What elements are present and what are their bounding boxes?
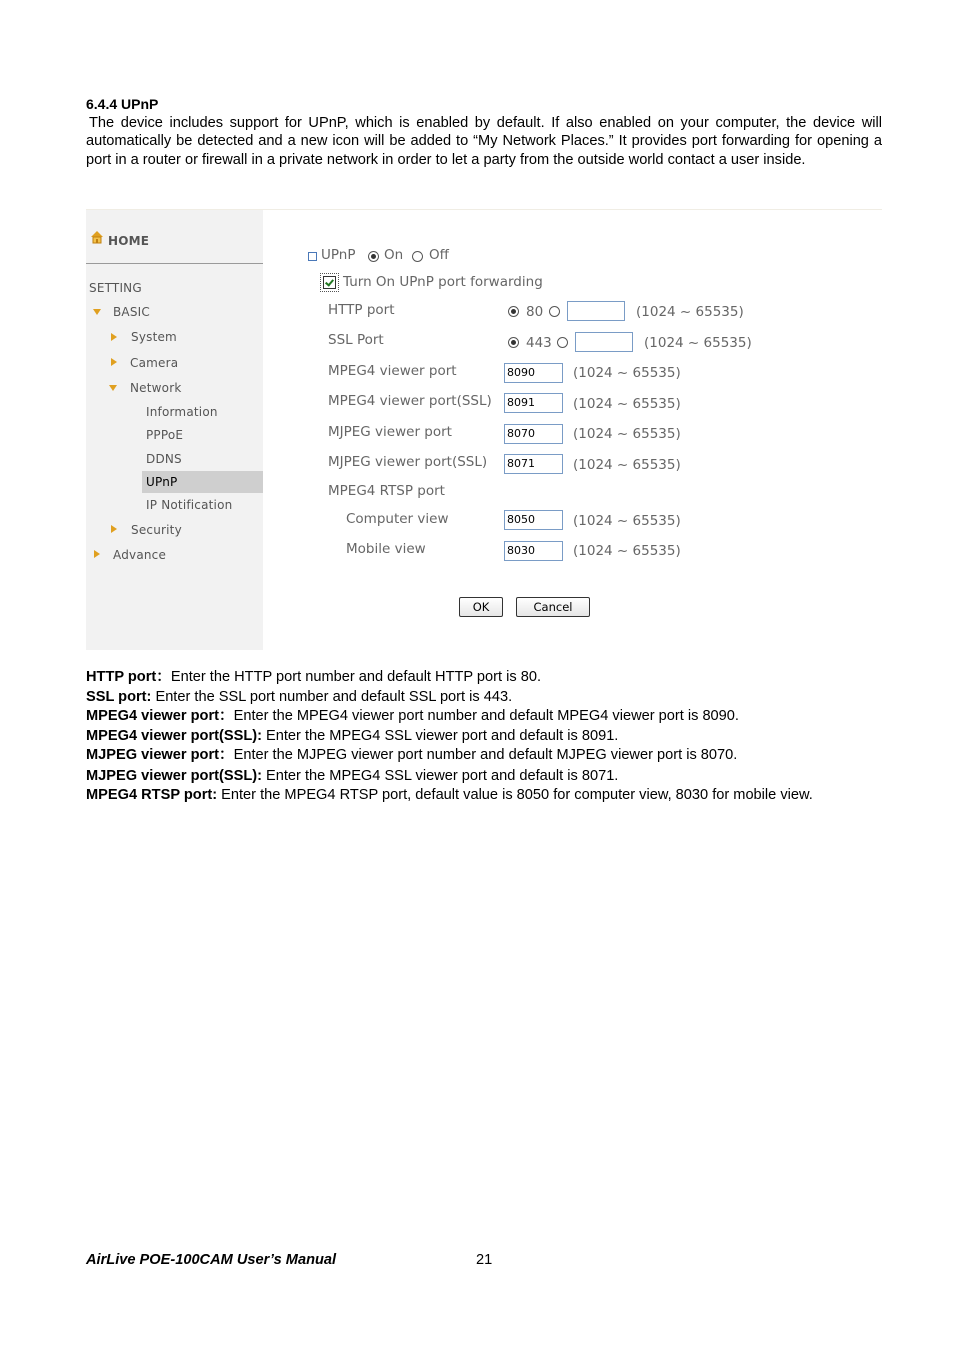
sidebar-divider (86, 263, 263, 264)
desc-mpeg4-ssl-port (86, 727, 618, 745)
desc-mpeg4-viewer-port (86, 707, 739, 725)
ssl-custom-input[interactable] (575, 332, 633, 352)
sidebar-item-home[interactable]: HOME (108, 234, 150, 248)
upnp-off-radio[interactable] (412, 251, 423, 262)
mpeg4-ssl-label: MPEG4 viewer port(SSL) (328, 393, 492, 409)
http-custom-input[interactable] (567, 301, 625, 321)
ok-button[interactable]: OK (459, 597, 503, 617)
collapsed-arrow-icon (94, 550, 100, 558)
sidebar-item-basic[interactable]: BASIC (113, 305, 150, 319)
computer-view-input[interactable]: 8050 (504, 510, 563, 530)
desc-mjpeg-viewer-port (86, 746, 737, 764)
desc-term: MPEG4 RTSP port: (86, 787, 218, 803)
collapsed-arrow-icon (111, 358, 117, 366)
upnp-settings-screenshot (86, 209, 882, 649)
desc-text: Enter the SSL port number and default SSL port is 443. (151, 689, 513, 705)
sidebar-item-information[interactable]: Information (146, 405, 218, 419)
desc-term: MPEG4 viewer port： (86, 708, 234, 724)
desc-text: Enter the HTTP port number and default HTTP port is 80. (170, 669, 542, 685)
cancel-button[interactable]: Cancel (516, 597, 590, 617)
mpeg4-ssl-input[interactable]: 8091 (504, 393, 563, 413)
http-port-label: HTTP port (328, 302, 395, 318)
port-forwarding-checkbox[interactable] (323, 276, 336, 289)
expanded-arrow-icon (109, 385, 117, 391)
expanded-arrow-icon (93, 309, 101, 315)
mjpeg-viewer-input[interactable]: 8070 (504, 424, 563, 444)
http-custom-radio[interactable] (549, 306, 560, 317)
ssl-default-value: 443 (526, 335, 552, 351)
ssl-range: (1024 ~ 65535) (644, 335, 752, 351)
http-default-value: 80 (526, 304, 544, 320)
sidebar-item-security[interactable]: Security (131, 523, 182, 537)
sidebar-item-ip-notification[interactable]: IP Notification (146, 498, 233, 512)
desc-text: Enter the MJPEG viewer port number and default MJPEG viewer port is 8070. (233, 747, 738, 763)
sidebar-item-network[interactable]: Network (130, 381, 182, 395)
port-forwarding-label: Turn On UPnP port forwarding (343, 274, 543, 290)
mjpeg-viewer-range: (1024 ~ 65535) (573, 426, 681, 442)
mpeg4-viewer-input[interactable]: 8090 (504, 363, 563, 383)
section-heading: 6.4.4 UPnP (86, 96, 159, 112)
desc-ssl-port (86, 688, 512, 706)
sidebar-item-system[interactable]: System (131, 330, 177, 344)
desc-http-port (86, 668, 541, 686)
sidebar-heading-setting: SETTING (89, 281, 142, 295)
upnp-label: UPnP (321, 247, 356, 263)
desc-text: Enter the MPEG4 viewer port number and default MPEG4 viewer port is 8090. (233, 708, 739, 724)
sidebar-item-ddns[interactable]: DDNS (146, 452, 182, 466)
desc-term: MPEG4 viewer port(SSL): (86, 728, 262, 744)
mobile-view-label: Mobile view (346, 541, 426, 557)
desc-term: SSL port: (86, 689, 152, 705)
desc-term: MJPEG viewer port(SSL): (86, 768, 262, 784)
computer-view-range: (1024 ~ 65535) (573, 513, 681, 529)
desc-text: Enter the MPEG4 SSL viewer port and default is 8091. (261, 728, 619, 744)
upnp-off-label: Off (429, 247, 449, 263)
sidebar-item-camera[interactable]: Camera (130, 356, 179, 370)
mpeg4-viewer-label: MPEG4 viewer port (328, 363, 457, 379)
upnp-on-label: On (384, 247, 404, 263)
collapsed-arrow-icon (111, 333, 117, 341)
desc-term: HTTP port： (86, 669, 171, 685)
mjpeg-ssl-label: MJPEG viewer port(SSL) (328, 454, 488, 470)
mjpeg-ssl-range: (1024 ~ 65535) (573, 457, 681, 473)
sidebar-item-advance[interactable]: Advance (113, 548, 167, 562)
desc-rtsp-port (86, 786, 813, 804)
mjpeg-ssl-input[interactable]: 8071 (504, 454, 563, 474)
mobile-view-range: (1024 ~ 65535) (573, 543, 681, 559)
home-icon (90, 230, 104, 244)
desc-text: Enter the MPEG4 RTSP port, default value is 8050 for computer view, 8030 for mobile view. (217, 787, 813, 803)
desc-text: Enter the MPEG4 SSL viewer port and default is 8071. (261, 768, 619, 784)
collapsed-arrow-icon (111, 525, 117, 533)
checkmark-icon (325, 277, 334, 286)
computer-view-label: Computer view (346, 511, 449, 527)
rtsp-section-label: MPEG4 RTSP port (328, 483, 445, 499)
mjpeg-viewer-label: MJPEG viewer port (328, 424, 452, 440)
ssl-default-radio[interactable] (508, 337, 519, 348)
upnp-on-radio[interactable] (368, 251, 379, 262)
footer-page-number: 21 (476, 1252, 493, 1268)
ssl-port-label: SSL Port (328, 332, 384, 348)
http-default-radio[interactable] (508, 306, 519, 317)
mpeg4-ssl-range: (1024 ~ 65535) (573, 396, 681, 412)
sidebar-item-upnp[interactable]: UPnP (146, 475, 178, 489)
desc-term: MJPEG viewer port： (86, 747, 234, 763)
upnp-square-icon (308, 252, 317, 261)
sidebar (86, 210, 263, 650)
mobile-view-input[interactable]: 8030 (504, 541, 563, 561)
mpeg4-viewer-range: (1024 ~ 65535) (573, 365, 681, 381)
desc-mjpeg-ssl-port (86, 767, 618, 785)
ssl-custom-radio[interactable] (557, 337, 568, 348)
sidebar-item-pppoe[interactable]: PPPoE (146, 428, 184, 442)
footer-manual-title: AirLive POE-100CAM User’s Manual (86, 1252, 337, 1268)
section-intro: The device includes support for UPnP, which is enabled by default. If also enabled on your computer, the device will automatically be detected and a new icon will be added to “My Network Places.” It provides port forwarding for opening a port in a router or firewall in a private network in order to let a party from the outside world contact a user inside. (86, 115, 882, 168)
http-range: (1024 ~ 65535) (636, 304, 744, 320)
